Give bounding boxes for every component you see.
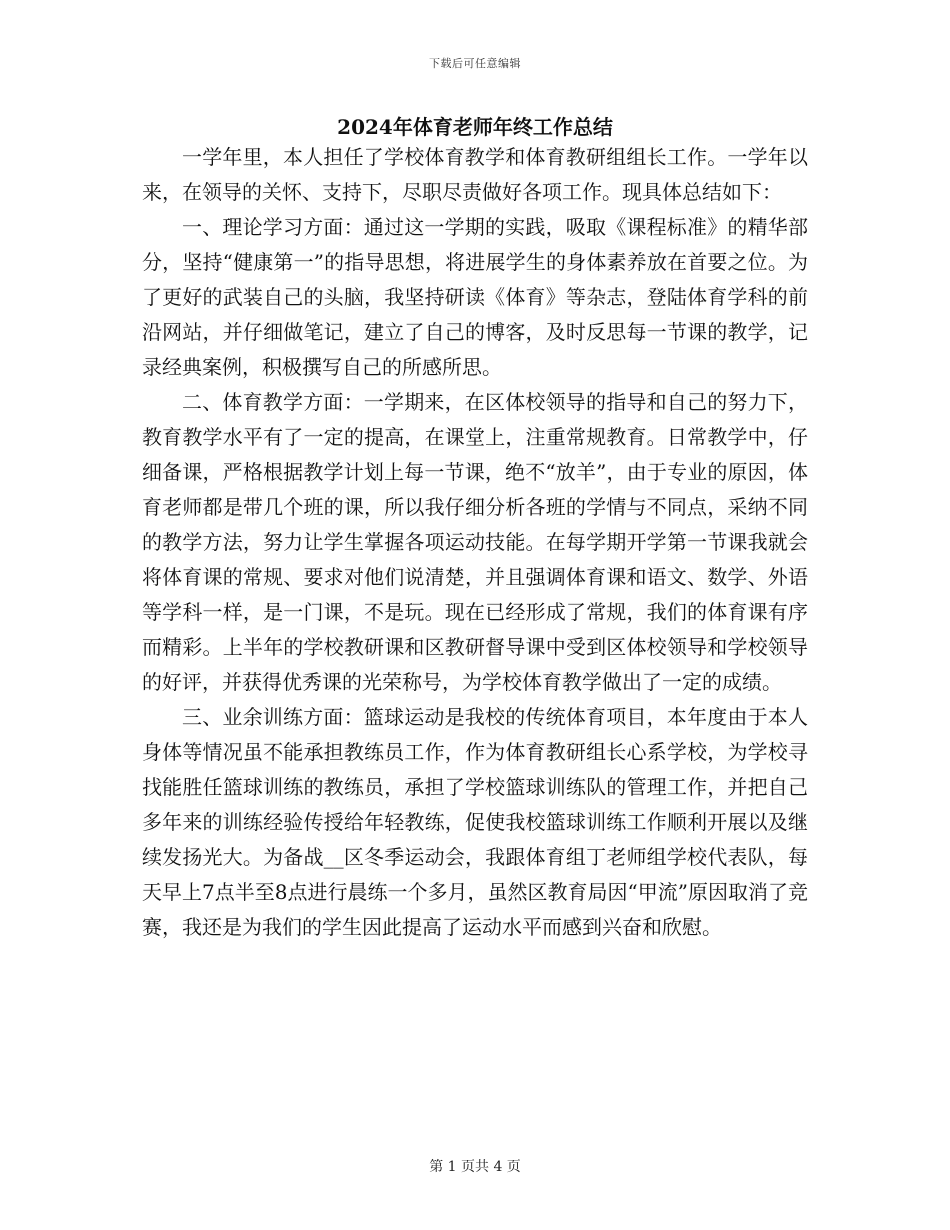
document-title: 2024年体育老师年终工作总结 bbox=[337, 115, 613, 139]
header-note: 下载后可任意编辑 bbox=[429, 57, 521, 70]
paragraph-pe-teaching: 二、体育教学方面：一学期来，在区体校领导的指导和自己的努力下，教育教学水平有了一定的提高，在课堂上，注重常规教育。日常教学中，仔细备课，严格根据教学计划上每一节课，绝不“放羊”，由于专业的原因，体育老师都是带几个班的课，所以我仔细分析各班的学情与不同点，采纳不同的教学方法，努力让学生掌握各项运动技能。在每学期开学第一节课我就会将体育课的常规、要求对他们说清楚，并且强调体育课和语文、数学、外语等学科一样，是一门课，不是玩。现在已经形成了常规，我们的体育课有序而精彩。上半年的学校教研课和区教研督导课中受到区体校领导和学校领导的好评，并获得优秀课的光荣称号，为学校体育教学做出了一定的成绩。 bbox=[142, 390, 808, 694]
page-number: 第 1 页共 4 页 bbox=[429, 1159, 521, 1175]
paragraph-theory-study: 一、理论学习方面：通过这一学期的实践，吸取《课程标准》的精华部分，坚持“健康第一”的指导思想，将进展学生的身体素养放在首要之位。为了更好的武装自己的头脑，我坚持研读《体育》等杂志，登陆体育学科的前沿网站，并仔细做笔记，建立了自己的博客，及时反思每一节课的教学，记录经典案例，积极撰写自己的所感所思。 bbox=[142, 215, 808, 379]
document-body bbox=[142, 140, 808, 945]
paragraph-intro: 一学年里，本人担任了学校体育教学和体育教研组组长工作。一学年以来，在领导的关怀、支持下，尽职尽责做好各项工作。现具体总结如下： bbox=[142, 145, 808, 204]
paragraph-amateur-training: 三、业余训练方面：篮球运动是我校的传统体育项目，本年度由于本人身体等情况虽不能承担教练员工作，作为体育教研组长心系学校，为学校寻找能胜任篮球训练的教练员，承担了学校篮球训练队的管理工作，并把自己多年来的训练经验传授给年轻教练，促使我校篮球训练工作顺利开展以及继续发扬光大。为备战__区冬季运动会，我跟体育组丁老师组学校代表队，每天早上7点半至8点进行晨练一个多月，虽然区教育局因“甲流”原因取消了竞赛，我还是为我们的学生因此提高了运动水平而感到兴奋和欣慰。 bbox=[142, 705, 808, 939]
